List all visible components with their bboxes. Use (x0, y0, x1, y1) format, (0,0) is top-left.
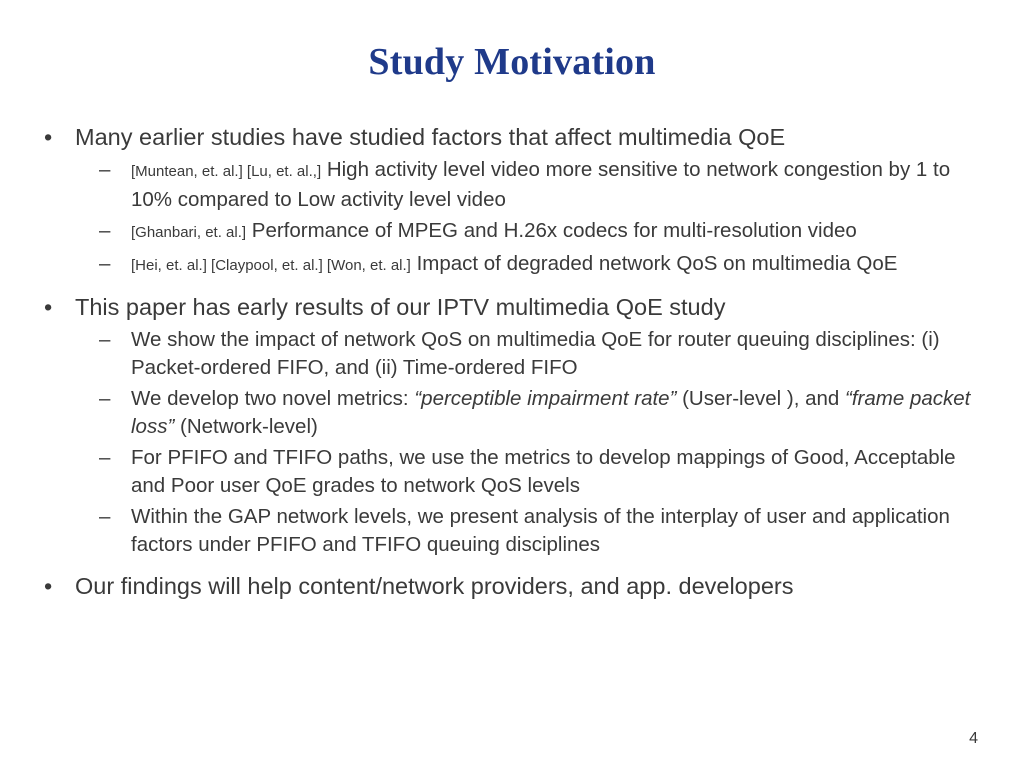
sub-bullet-item (44, 385, 994, 441)
dash-marker: – (99, 446, 111, 469)
bullet-item (44, 122, 994, 153)
slide-title: Study Motivation (368, 41, 656, 83)
dash-marker: – (99, 505, 111, 528)
dash-marker: – (99, 328, 111, 351)
dash-marker: – (99, 219, 111, 242)
sub-bullet-item (44, 444, 994, 500)
sub-bullet-text: (User-level ), and (682, 387, 840, 410)
metric-name: “perceptible impairment rate” (414, 387, 677, 410)
dash-marker: – (99, 387, 111, 410)
citation: [Ghanbari, et. al.] (131, 224, 247, 241)
bullet-item (44, 292, 994, 323)
bullet-item (44, 571, 994, 602)
sub-bullet-text: We show the impact of network QoS on multimedia QoE for router queuing disciplines: (i) Packet-ordered FIFO, and (ii) Time-ordered FIFO (131, 328, 940, 379)
metric-name: “frame packet loss” (131, 387, 971, 438)
sub-bullet-item (44, 156, 994, 214)
sub-bullet-item (44, 217, 994, 247)
bullet-text: Many earlier studies have studied factors that affect multimedia QoE (75, 124, 786, 150)
bullet-marker: • (44, 573, 53, 599)
sub-bullet-text: Within the GAP network levels, we present analysis of the interplay of user and application factors under PFIFO and TFIFO queuing disciplines (131, 505, 950, 556)
sub-bullet-text: High activity level video more sensitive to network congestion by 1 to 10% compared to Low activity level video (131, 158, 951, 211)
sub-bullet-text: Impact of degraded network QoS on multimedia QoE (416, 252, 898, 275)
sub-bullet-text: For PFIFO and TFIFO paths, we use the metrics to develop mappings of Good, Acceptable and Poor user QoE grades to network QoS levels (131, 446, 956, 497)
bullet-marker: • (44, 294, 53, 320)
bullet-text: Our findings will help content/network providers, and app. developers (75, 573, 794, 599)
sub-bullet-item (44, 250, 994, 280)
sub-bullet-item (44, 503, 994, 559)
dash-marker: – (99, 158, 111, 181)
sub-bullet-text: (Network-level) (180, 415, 318, 438)
sub-bullet-text: We develop two novel metrics: (131, 387, 409, 410)
slide-number: 4 (969, 730, 978, 747)
bullet-text: This paper has early results of our IPTV multimedia QoE study (75, 294, 726, 320)
bullet-marker: • (44, 124, 53, 150)
citation: [Muntean, et. al.] [Lu, et. al.,] (131, 163, 322, 180)
citation: [Hei, et. al.] [Claypool, et. al.] [Won, et. al.] (131, 257, 411, 274)
dash-marker: – (99, 252, 111, 275)
slide-content (44, 122, 994, 602)
sub-bullet-text: Performance of MPEG and H.26x codecs for multi-resolution video (251, 219, 857, 242)
sub-bullet-item (44, 326, 994, 382)
